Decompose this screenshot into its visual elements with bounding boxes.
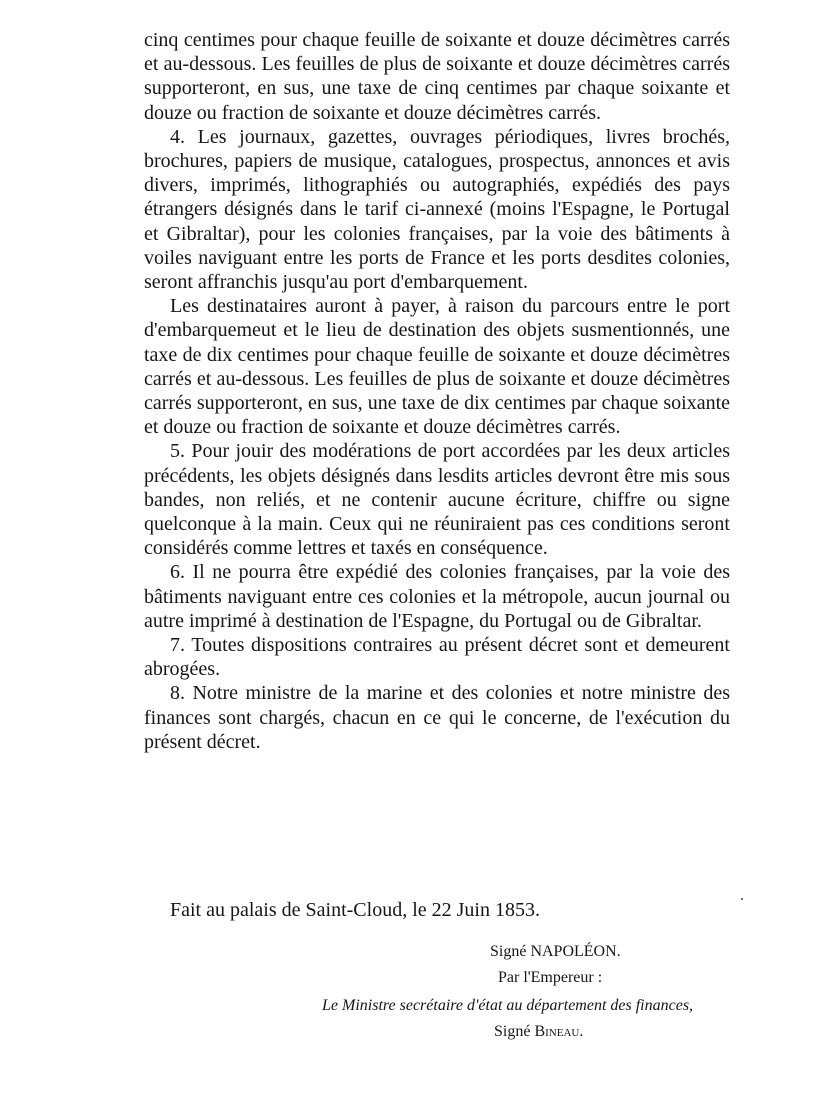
signature-bineau-name: Bineau. [534, 1023, 584, 1040]
signature-bineau-prefix: Signé [494, 1023, 535, 1040]
closing-line: Fait au palais de Saint-Cloud, le 22 Juin 1853. [170, 899, 540, 921]
signature-bineau [494, 1022, 583, 1042]
article-5-paragraph: 5. Pour jouir des modérations de port accordées par les deux articles précédents, les objets désignés dans lesdits articles devront être mis sous bandes, non reliés, et ne contenir aucune écriture, chiffre ou signe quelconque à la main. Ceux qui ne réuniraient pas ces conditions seront considérés comme lettres et taxés en conséquence. [144, 440, 730, 560]
decree-body [144, 28, 730, 754]
article-7-paragraph: 7. Toutes dispositions contraires au présent décret sont et demeurent abrogées. [144, 634, 730, 681]
signature-napoleon: Signé NAPOLÉON. [490, 943, 621, 960]
paragraph-continuation: cinq centimes pour chaque feuille de soixante et douze décimètres carrés et au-dessous. Les feuilles de plus de soixante et douze décimètres carrés supporteront, en sus, une taxe de cinq centimes par chaque soixante et douze ou fraction de soixante et douze décimètres carrés. [144, 29, 730, 124]
signature-par-empereur: Par l'Empereur : [498, 969, 603, 986]
article-4-paragraph: 4. Les journaux, gazettes, ouvrages périodiques, livres brochés, brochures, papiers de musique, catalogues, prospectus, annonces et avis divers, imprimés, lithographiés ou autographiés, expédiés des pays étrangers désignés dans le tarif ci-annexé (moins l'Espagne, le Portugal et Gibraltar), pour les colonies françaises, par la voie des bâtiments à voiles naviguant entre les ports de France et les ports desdites colonies, seront affranchis jusqu'au port d'embarquement. [144, 125, 730, 294]
print-speck [741, 898, 743, 900]
signature-minister-title: Le Ministre secrétaire d'état au département des finances, [322, 997, 694, 1014]
article-4-tax-paragraph: Les destinataires auront à payer, à raison du parcours entre le port d'embarquemeut et le lieu de destination des objets susmentionnés, une taxe de dix centimes pour chaque feuille de soixante et douze décimètres carrés et au-dessous. Les feuilles de plus de soixante et douze décimètres carrés supporteront, en sus, une taxe de dix centimes par chaque soixante et douze ou fraction de soixante et douze décimètres carrés. [144, 295, 730, 439]
article-6-paragraph: 6. Il ne pourra être expédié des colonies françaises, par la voie des bâtiments naviguant entre ces colonies et la métropole, aucun journal ou autre imprimé à destination de l'Espagne, du Portugal ou de Gibraltar. [144, 561, 730, 632]
article-8-paragraph: 8. Notre ministre de la marine et des colonies et notre ministre des finances sont chargés, chacun en ce qui le concerne, de l'exécution du présent décret. [144, 682, 730, 753]
